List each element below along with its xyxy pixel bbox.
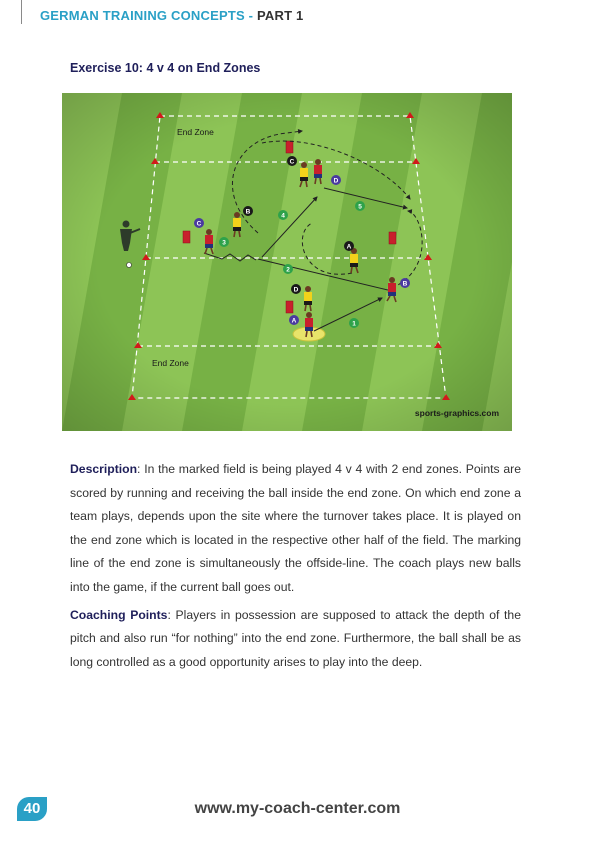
- end-zone-bottom-label: End Zone: [152, 358, 189, 368]
- step-badge: [278, 210, 288, 220]
- description-text: : In the marked field is being played 4 v 4 with 2 end zones. Points are scored by running and receiving the ball inside the end zone. On which end zone a team plays, depends upon the site where the turnover takes place. It is played on the end zone which is located in the respective other half of the field. The marking line of the end zone is simultaneously the offside-line. The coach plays new balls into the game, if the current ball goes out.: [70, 462, 521, 594]
- diagram-watermark: sports-graphics.com: [414, 408, 499, 418]
- header-separator: -: [244, 8, 258, 23]
- header-part: PART 1: [257, 8, 304, 23]
- step-badge: [349, 318, 359, 328]
- svg-text:5: 5: [358, 203, 362, 211]
- player-badge: [194, 218, 204, 228]
- svg-text:A: A: [346, 243, 352, 251]
- description-label: Description: [70, 462, 138, 476]
- player-badge: [331, 175, 341, 185]
- player-badge: [289, 315, 299, 325]
- coaching-points-label: Coaching Points: [70, 607, 168, 622]
- svg-text:C: C: [289, 158, 295, 166]
- svg-text:1: 1: [352, 320, 356, 328]
- description-paragraph: [70, 458, 521, 600]
- coaching-points-paragraph: [70, 604, 521, 675]
- player-badge: [291, 284, 301, 294]
- svg-text:2: 2: [286, 266, 290, 274]
- svg-text:C: C: [196, 220, 202, 228]
- player-badge: [344, 241, 354, 251]
- header-title: GERMAN TRAINING CONCEPTS: [40, 8, 245, 23]
- step-badge: [355, 201, 365, 211]
- svg-text:D: D: [333, 177, 339, 185]
- end-zone-top-label: End Zone: [177, 127, 214, 137]
- svg-text:D: D: [293, 286, 299, 294]
- coaching-points-text: : Players in possession are supposed to attack the depth of the pitch and also run “for nothing” into the end zone. Furthermore, the ball shall be as long controlled as a good opportunity arises to play into the deep.: [70, 607, 521, 669]
- step-badge: [283, 264, 293, 274]
- footer-url[interactable]: www.my-coach-center.com: [194, 800, 401, 817]
- svg-text:B: B: [245, 208, 251, 216]
- step-badge: [219, 237, 229, 247]
- pitch-svg: [62, 93, 512, 431]
- player-badge: [243, 206, 253, 216]
- exercise-title: Exercise 10: 4 v 4 on End Zones: [70, 61, 261, 75]
- player-badge: [287, 156, 297, 166]
- svg-text:3: 3: [222, 239, 226, 247]
- exercise-diagram: [62, 93, 512, 431]
- svg-text:A: A: [291, 317, 297, 325]
- player-badge: [400, 278, 410, 288]
- page-header: [40, 8, 303, 23]
- header-divider: [21, 0, 22, 24]
- svg-text:4: 4: [281, 212, 285, 220]
- svg-text:B: B: [402, 280, 408, 288]
- exercise-text: [70, 458, 521, 678]
- page-number: 40: [17, 797, 47, 821]
